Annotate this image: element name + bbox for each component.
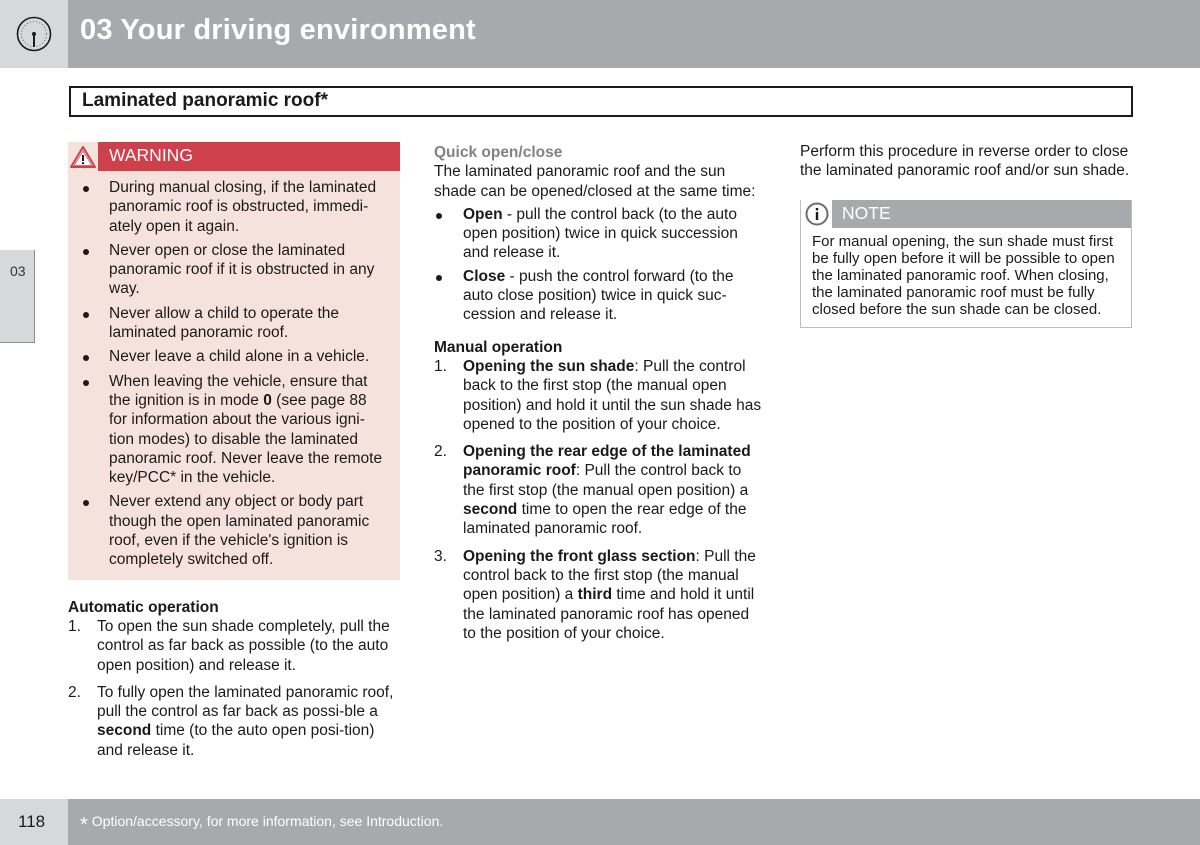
warning-item: During manual closing, if the laminated panoramic roof is obstructed, immedi-ately open it again.: [68, 178, 400, 236]
step-number: 2.: [434, 443, 447, 461]
manual-operation-heading: Manual operation: [434, 338, 563, 356]
footnote-text: Option/accessory, for more information, see Introduction.: [91, 813, 444, 829]
warning-label: WARNING: [109, 145, 193, 165]
quick-open-close-list: [434, 205, 766, 325]
footer-bar: [68, 799, 1200, 845]
manual-step: 3. Opening the front glass section: Pull the control back to the first stop (the manual open position) a third time and hold it until the laminated panoramic roof has opened to the position of your choice.: [434, 547, 756, 642]
step-number: 1.: [434, 357, 447, 375]
warning-icon-cell: [68, 142, 98, 171]
automatic-step: 2. To fully open the laminated panoramic roof, pull the control as far back as possi-ble a second time (to the auto open posi-tion) and release it.: [68, 683, 394, 759]
chapter-side-tab-label: 03: [10, 263, 26, 279]
column-middle: [434, 142, 766, 643]
note-header: [801, 200, 1131, 228]
step-number: 3.: [434, 547, 447, 565]
quick-open-close-heading: Quick open/close: [434, 144, 563, 161]
section-title: Laminated panoramic roof*: [82, 90, 328, 111]
warning-item: When leaving the vehicle, ensure that the ignition is in mode 0 (see page 88 for information about the various igni-tion modes) to disable the laminated panoramic roof. Never leave the remote key/PCC* in the vehicle.: [68, 372, 400, 488]
speedometer-gauge-icon: [16, 16, 52, 52]
warning-item: Never allow a child to operate the laminated panoramic roof.: [68, 304, 400, 343]
chapter-header: [0, 0, 1200, 68]
page-footer: [0, 799, 1200, 845]
chapter-title: 03 Your driving environment: [80, 14, 476, 46]
section-title-bar: [69, 86, 1133, 117]
quick-open-close-intro: The laminated panoramic roof and the sun shade can be opened/closed at the same time:: [434, 163, 756, 200]
manual-step: 1. Opening the sun shade: Pull the control back to the first stop (the manual open position) and hold it until the sun shade has opened to the position of your choice.: [434, 357, 762, 433]
note-box: [800, 200, 1132, 328]
note-body: For manual opening, the sun shade must first be fully open before it will be possible to open the laminated panoramic roof. When closing, the laminated panoramic roof must be fully closed before the sun shade can be closed.: [812, 232, 1115, 318]
chapter-icon-box: [0, 0, 68, 68]
automatic-operation-heading: Automatic operation: [68, 598, 219, 616]
step-number: 1.: [68, 617, 81, 635]
quick-item-close: Close - push the control forward (to the auto close position) twice in quick suc-cession and release it.: [434, 267, 766, 325]
reverse-order-text: Perform this procedure in reverse order to close the laminated panoramic roof and/or sun shade.: [800, 143, 1130, 180]
note-icon-cell: [801, 200, 832, 228]
chapter-side-tab[interactable]: [0, 250, 35, 343]
manual-step: 2. Opening the rear edge of the laminated panoramic roof: Pull the control back to the first stop (the manual open position) a second time to open the rear edge of the laminated panoramic roof.: [434, 443, 751, 538]
warning-list: [68, 171, 400, 570]
automatic-operation-steps: [68, 617, 400, 760]
page-number: 118: [18, 812, 46, 831]
warning-item: Never leave a child alone in a vehicle.: [68, 347, 400, 366]
info-circle-icon: [804, 202, 830, 226]
warning-triangle-icon: [69, 145, 97, 169]
footnote: [80, 813, 443, 837]
quick-item-open: Open - pull the control back (to the auto open position) twice in quick succession and release it.: [434, 205, 766, 263]
footnote-asterisk: *: [80, 814, 88, 836]
warning-item: Never extend any object or body part though the open laminated panoramic roof, even if the vehicle's ignition is completely switched off.: [68, 492, 400, 569]
automatic-step: 1. To open the sun shade completely, pull the control as far back as possible (to the auto open position) and release it.: [68, 617, 390, 674]
warning-item: Never open or close the laminated panoramic roof if it is obstructed in any way.: [68, 241, 400, 299]
step-number: 2.: [68, 683, 81, 701]
warning-header: [68, 142, 400, 171]
warning-box: [68, 142, 400, 580]
column-right: [800, 142, 1132, 328]
column-left: [68, 142, 400, 760]
manual-operation-steps: [434, 357, 766, 643]
note-label: NOTE: [842, 202, 891, 223]
